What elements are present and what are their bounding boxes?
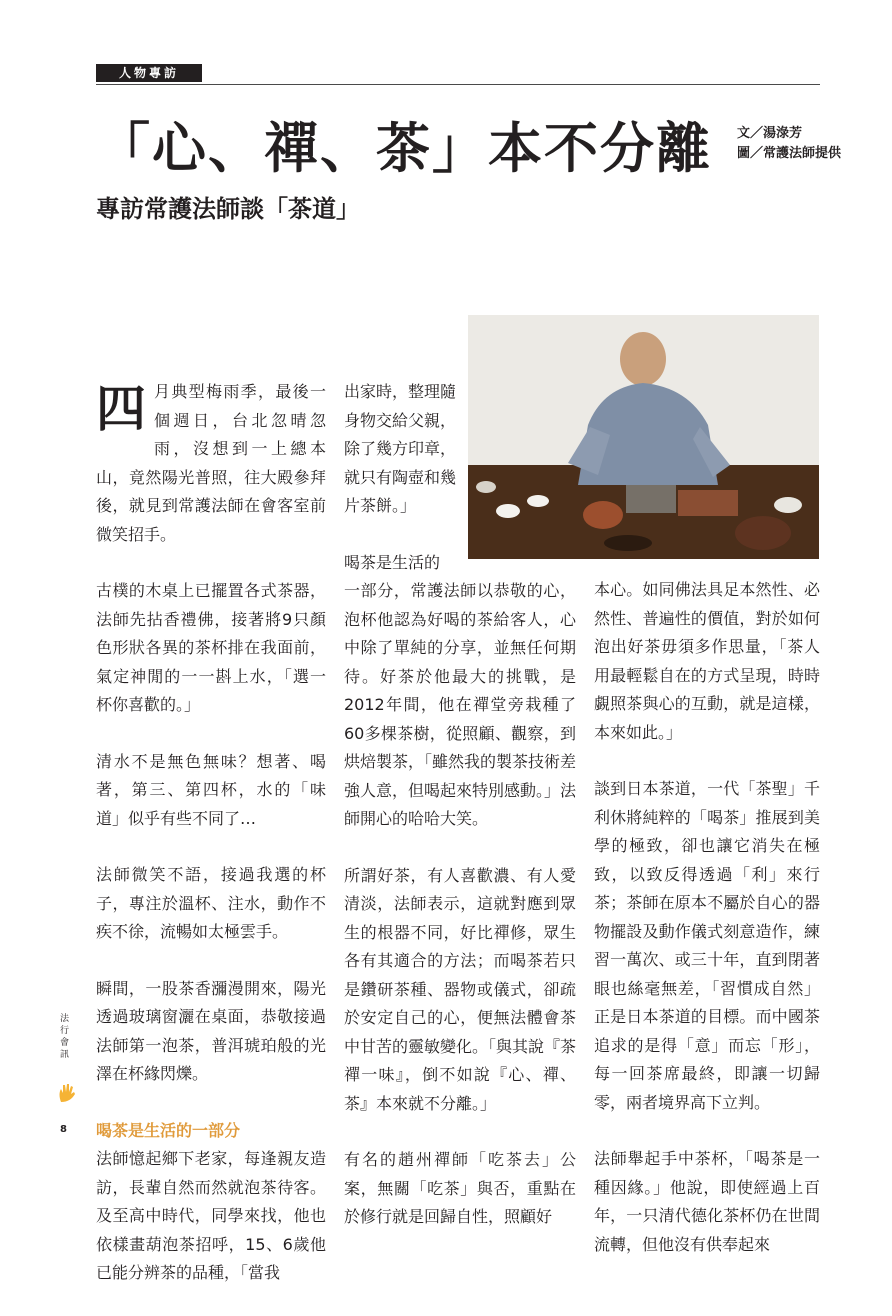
credits [737,124,841,164]
header-rule [96,84,820,85]
paragraph: 法師舉起手中茶杯，「喝茶是一種因緣。」他說，即使經過上百年，一只清代德化茶杯仍在世間流轉，但他沒有供奉起來 [594,1149,820,1254]
hand-logo-icon [58,1083,76,1103]
page-number: 8 [60,1124,67,1135]
paragraph-start: 喝茶是生活的 [344,552,441,572]
paragraph-text: 月典型梅雨季，最後一個週日，台北忽晴忽雨，沒想到一上總本山，竟然陽光普照，往大殿參拜後，就見到常護法師在會客室前微笑招手。 [96,382,326,544]
paragraph: 談到日本茶道，一代「茶聖」千利休將純粹的「喝茶」推展到美學的極致，卻也讓它消失在極致，以致反得透過「利」來行茶；茶師在原本不屬於自心的器物擺設及動作儀式刻意造作，練習一萬次、或三十年，直到閉著眼也絲毫無差，「習慣成自然」正是日本茶道的目標。而中國茶追求的是得「意」而忘「形」，每一回茶席最終，即讓一切歸零，兩者境界高下立判。 [594,779,820,1112]
paragraph: 所謂好茶，有人喜歡濃、有人愛清淡，法師表示，這就對應到眾生的根器不同，好比禪修，眾生各有其適合的方法；而喝茶若只是鑽研茶種、器物或儀式，卻疏於安定自己的心，便無法體會茶中甘苦的靈敏變化。「與其說『茶禪一味』，倒不如說『心、禪、茶』本來就不分離。」 [344,865,577,1113]
paragraph [96,378,326,549]
paragraph: 清水不是無色無味？想著、喝著，第三、第四杯，水的「味道」似乎有些不同了… [96,751,326,828]
section-heading: 喝茶是生活的一部分 [96,1120,241,1140]
column-1 [96,378,326,1316]
author-credit: 文／湯淥芳 [737,126,803,141]
photo-credit: 圖／常護法師提供 [737,146,842,161]
column-3 [594,576,820,1287]
paragraph: 本心。如同佛法具足本然性、必然性、普遍性的價值，對於如何泡出好茶毋須多作思量，「茶人用最輕鬆自在的方式呈現，時時覷照茶與心的互動，就是這樣，本來如此。」 [594,580,820,742]
article-subtitle: 專訪常護法師談「茶道」 [96,194,360,223]
paragraph: 一部分，常護法師以恭敬的心，泡杯他認為好喝的茶給客人，心中除了單純的分享，並無任何期待。好茶於他最大的挑戰，是2012年間，他在禪堂旁栽種了60多棵茶樹，從照顧、觀察，到烘焙製茶，「雖然我的製茶技術差強人意，但喝起來特別感動。」法師開心的哈哈大笑。 [344,581,577,828]
column-2 [344,378,576,1260]
paragraph: 古樸的木桌上已擺置各式茶器，法師先拈香禮佛，接著將9只顏色形狀各異的茶杯排在我面前，氣定神閒的一一斟上水，「選一杯你喜歡的。」 [96,581,326,714]
paragraph: 有名的趙州禪師「吃茶去」公案，無關「吃茶」與否，重點在於修行就是回歸自性，照顧好 [344,1150,576,1226]
paragraph: 法師微笑不語，接過我選的杯子，專注於溫杯、注水，動作不疾不徐，流暢如太極雲手。 [96,865,326,941]
section-tag: 人物專訪 [96,64,202,82]
paragraph: 出家時，整理隨身物交給父親，除了幾方印章，就只有陶壺和幾片茶餅。」 [344,382,457,515]
paragraph: 瞬間，一股茶香瀰漫開來，陽光透過玻璃窗灑在桌面，恭敬接過法師第一泡茶，普洱琥珀般的光澤在杯緣閃爍。 [96,978,326,1083]
paragraph: 法師憶起鄉下老家，每逢親友造訪，長輩自然而然就泡茶待客。及至高中時代，同學來找，他也依樣畫葫泡茶招呼，15、6歲他已能分辨茶的品種，「當我 [96,1149,326,1282]
drop-cap: 四 [96,379,146,438]
hand-logo-svg [58,1083,76,1103]
article-title: 「心、禪、茶」本不分離 [96,116,712,180]
publication-side-label: 法行會訊 [60,1014,70,1060]
